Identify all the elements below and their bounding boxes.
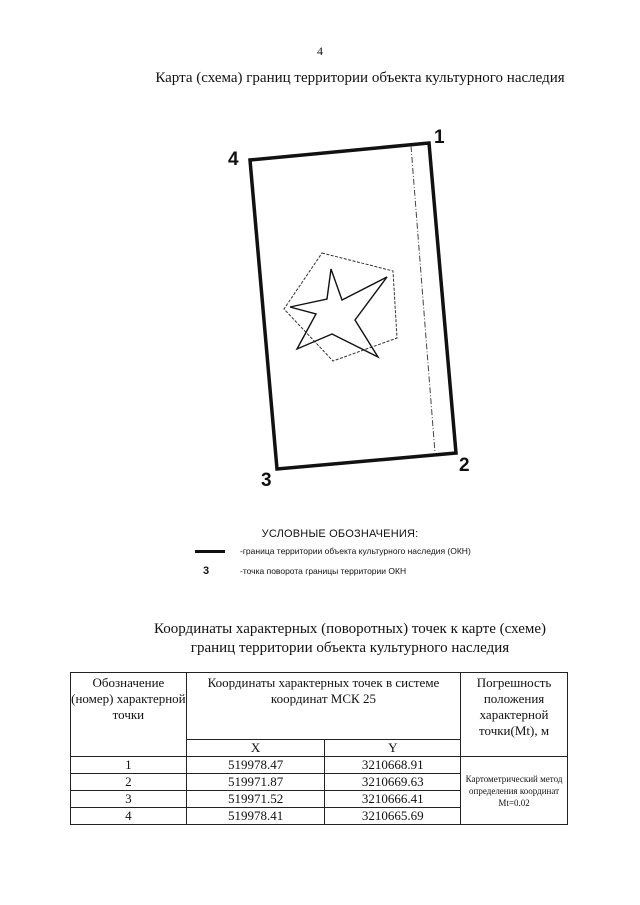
legend-point-text: -точка поворота границы территории ОКН bbox=[240, 566, 407, 576]
heritage-pentagon bbox=[284, 253, 397, 361]
coordinates-title bbox=[70, 620, 630, 658]
page-number: 4 bbox=[317, 44, 323, 58]
coordinates-table bbox=[70, 672, 568, 825]
row-point-number: 1 bbox=[71, 757, 187, 774]
coordinates-title-line2: границ территории объекта культурного наследия bbox=[190, 640, 510, 656]
row-point-number: 4 bbox=[71, 808, 187, 825]
row-y-value: 3210668.91 bbox=[325, 757, 461, 774]
col-y-header: Y bbox=[325, 740, 461, 757]
inner-dashed-line bbox=[411, 146, 435, 453]
col-point-header: Обозначение (номер) характерной точки bbox=[71, 673, 187, 757]
table-row bbox=[71, 757, 568, 774]
point-label-3: 3 bbox=[261, 470, 272, 491]
coordinates-title-line1: Координаты характерных (поворотных) точек к карте (схеме) bbox=[154, 621, 546, 637]
col-x-header: X bbox=[186, 740, 325, 757]
row-point-number: 2 bbox=[71, 774, 187, 791]
legend-title: УСЛОВНЫЕ ОБОЗНАЧЕНИЯ: bbox=[261, 528, 419, 540]
legend-boundary-sample bbox=[195, 550, 225, 553]
row-y-value: 3210666.41 bbox=[325, 791, 461, 808]
row-y-value: 3210665.69 bbox=[325, 808, 461, 825]
territory-boundary bbox=[250, 143, 456, 469]
row-x-value: 519971.52 bbox=[186, 791, 325, 808]
row-x-value: 519978.47 bbox=[186, 757, 325, 774]
row-y-value: 3210669.63 bbox=[325, 774, 461, 791]
point-label-4: 4 bbox=[228, 149, 239, 170]
row-point-number: 3 bbox=[71, 791, 187, 808]
map-title: Карта (схема) границ территории объекта культурного наследия bbox=[155, 70, 565, 86]
row-x-value: 519978.41 bbox=[186, 808, 325, 825]
point-label-1: 1 bbox=[434, 127, 445, 148]
legend-point-sample: 3 bbox=[203, 565, 210, 577]
point-label-2: 2 bbox=[459, 455, 470, 476]
method-cell: Картометрический метод определения координат Mt=0.02 bbox=[461, 757, 568, 825]
table-header-row bbox=[71, 673, 568, 740]
col-coords-header: Координаты характерных точек в системе координат МСК 25 bbox=[186, 673, 460, 740]
heritage-star-icon bbox=[290, 269, 387, 357]
legend-boundary-text: -граница территории объекта культурного наследия (ОКН) bbox=[240, 546, 471, 556]
row-x-value: 519971.87 bbox=[186, 774, 325, 791]
col-error-header: Погрешность положения характерной точки(Mt), м bbox=[461, 673, 568, 757]
